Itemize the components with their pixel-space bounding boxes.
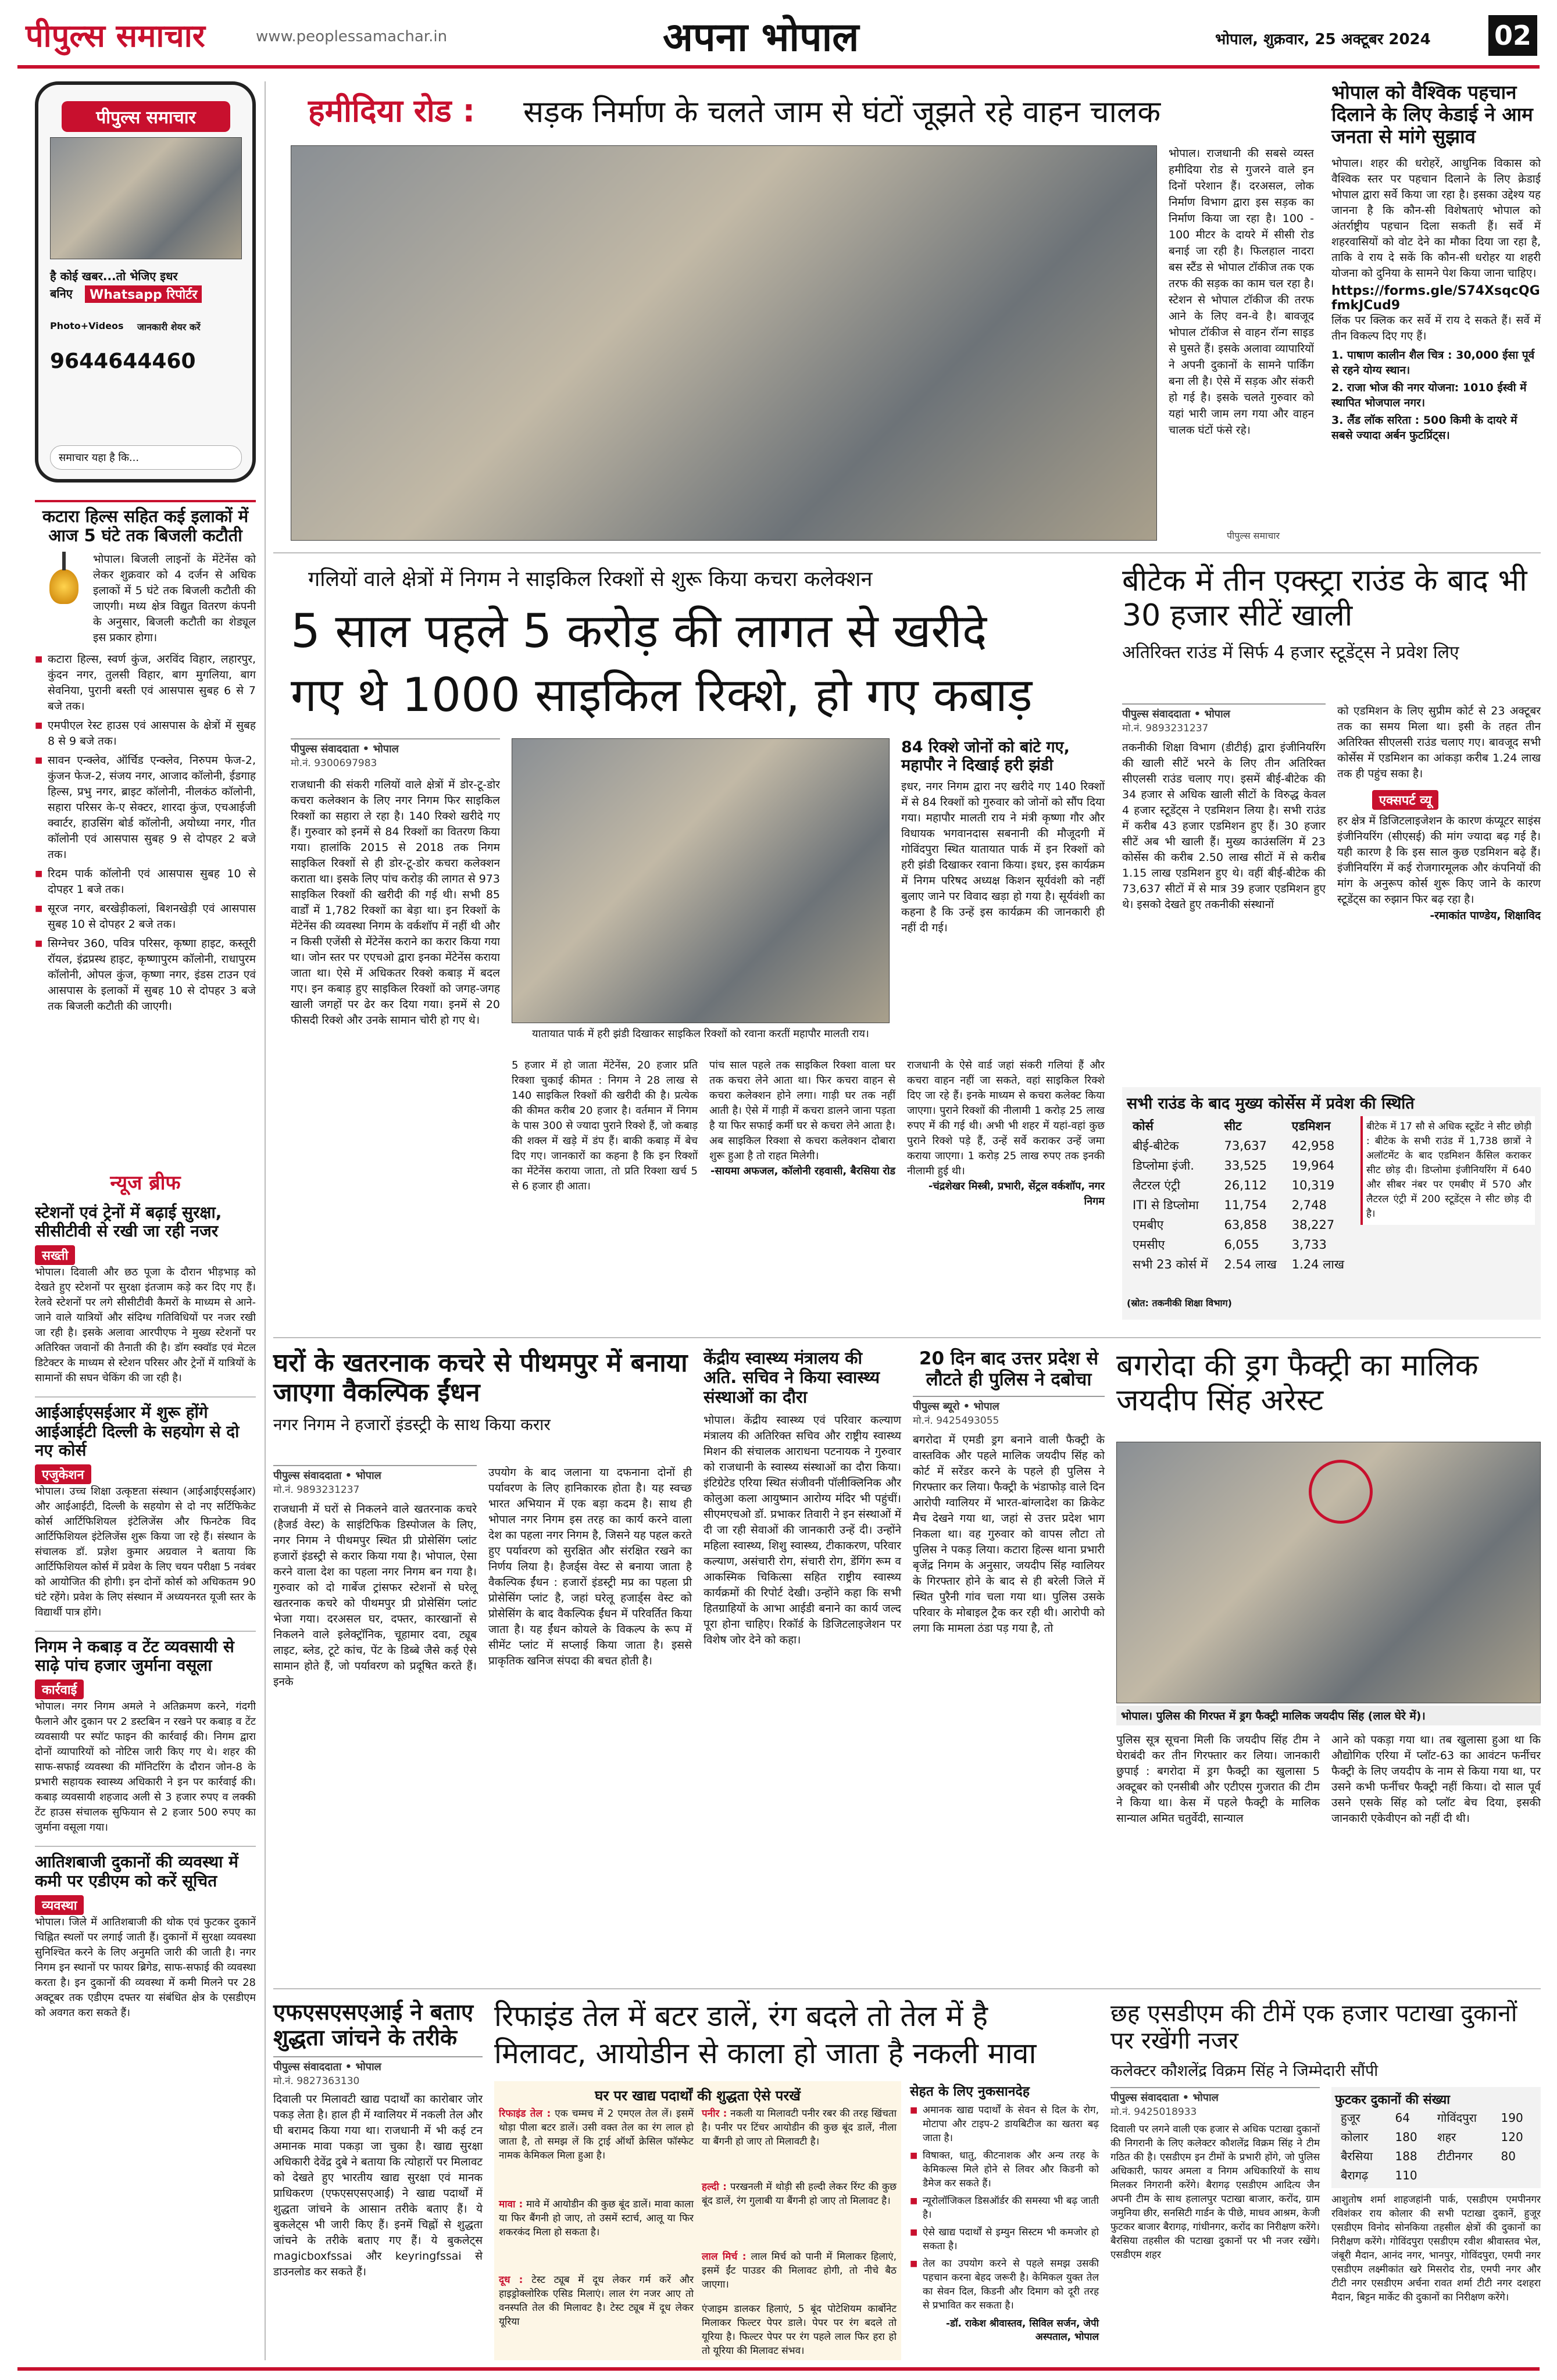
test-milk-urea: एंजाइम डालकर हिलाएं, 5 बूंद पोटेशियम कार्बोनेट मिलाकर फिल्टर पेपर डाले। पेपर पर रंग बदले तो यूरिया है। फिल्टर पेपर पर रंग पहले लाल फिर हरा हो तो यूरिया की मिलावट संभव। bbox=[702, 2303, 897, 2357]
credai-survey-story bbox=[1331, 81, 1541, 546]
firecracker-story bbox=[1110, 2000, 1541, 2360]
rickshaw-title-1: 5 साल पहले 5 करोड़ की लागत से खरीदे bbox=[291, 604, 987, 658]
ad-phone-number[interactable]: 9644644460 bbox=[50, 349, 196, 373]
list-item: ■ सिग्नेचर 360, पवित्र परिसर, कृष्णा हाइट, कस्तूरी रॉयल, इंद्रप्रस्थ हाइट, कृष्णापुरम कॉलोनी, राधापुरम कॉलोनी, ओपल कुंज, कृष्णा नगर, इंडस टाउन एवं आसपास के इलाकों में सुबह 10 से दोपहर 3 बजे तक बिजली कटौती की जाएगी। bbox=[35, 936, 256, 1014]
rickshaw-byline: पीपुल्स संवाददाता • भोपाल bbox=[291, 738, 500, 756]
credai-option-2: 2. राजा भोज की नगर योजना: 1010 ईस्वी में स्थापित भोजपाल नगर। bbox=[1331, 381, 1527, 409]
brief-3-body: भोपाल। नगर निगम अमले ने अतिक्रमण करने, गंदगी फैलाने और दुकान पर 2 डस्टबिन न रखने पर कबाड़ व टेंट व्यवसायी पर स्पॉट फाइन की कार्रवाई की। निगम द्वारा दोनों व्यापारियों को नोटिस जारी किए गए थे। शहर की साफ-सफाई व्यवस्था की मॉनिटरिंग के दौरान जोन-8 के प्रभारी सहायक स्वास्थ्य अधिकारी ने इन पर कार्रवाई की। कबाड़ व्यवसायी शहजाद अली से 3 हजार रुपए व लक्की टेंट हाउस संचालक सुफियान से 2 हजार 500 रुपए का जुर्माना वसूला गया। bbox=[35, 1700, 256, 1834]
table-header: एडमिशन bbox=[1291, 1119, 1331, 1133]
fssai-byline: पीपुल्स संवाददाता • भोपाल bbox=[273, 2056, 483, 2074]
expert-view-label: एक्सपर्ट व्यू bbox=[1372, 790, 1438, 810]
table-header: कोर्स bbox=[1133, 1119, 1154, 1133]
site-url[interactable]: www.peoplessamachar.in bbox=[256, 28, 448, 45]
table-header: सीट bbox=[1224, 1119, 1242, 1133]
firecracker-byline: पीपुल्स संवाददाता • भोपाल bbox=[1110, 2087, 1320, 2104]
rickshaw-maintenance: 5 हजार में हो जाता मेंटेनेंस, 20 हजार प्रति रिक्शा चुकाई कीमत : निगम ने 28 लाख से 140 साइकिल रिक्शों की खरीदी की है। प्रत्येक की कीमत करीब 20 हजार है। वर्तमान में निगम के पास 300 से ज्यादा पुराने रिक्शे हैं, जो कबाड़ की शक्ल में खड़े में डंप हैं। बाकी कबाड़ में बेच दिए गए। जानकारों का कहना है कि इन रिक्शों का मेंटेनेंस कराया जाता, तो प्रति रिक्शा खर्च 5 से 6 हजार ही आता। bbox=[512, 1059, 698, 1192]
credai-title: भोपाल को वैश्विक पहचान दिलाने के लिए केडाई ने आम जनता से मांगे सुझाव bbox=[1331, 81, 1533, 148]
list-item: ■ तेल का उपयोग करने से पहले समझ उसकी पहचान करना बेहद जरूरी है। केमिकल युक्त तेल का सेवन दिल, किडनी और दिमाग को दूरी तरह से प्रभावित कर सकता है। bbox=[910, 2257, 1099, 2313]
ad-photo-label: Photo+Videos bbox=[50, 320, 124, 331]
lead-kicker: हमीदिया रोड : bbox=[308, 92, 476, 129]
health-harm-title: सेहत के लिए नुकसानदेह bbox=[910, 2084, 1030, 2099]
divider bbox=[265, 81, 266, 2360]
whatsapp-reporter-ad[interactable] bbox=[35, 81, 256, 483]
pithampur-body-1: राजधानी में घरों से निकलने वाले खतरनाक कचरे (हैजर्ड वेस्ट) के साइंटिफिक डिस्पोजल के लिए, नगर निगम ने पीथमपुर स्थित प्री प्रोसेसिंग प्लांट हजारों इंडस्ट्री से करार किया गया है। भोपाल, ऐसा करने वाला देश का पहला नगर निगम बन गया है। गुरुवार को दो गार्बेज ट्रांसफर स्टेशनों से घरेलू खतरनाक कचरे को पीथमपुर प्री प्रोसेसिंग प्लांट भेजा गया। दरअसल घर, दफ्तर, कारखानों से निकलने वाले इलेक्ट्रॉनिक, चूहामार दवा, ट्यूब लाइट, ब्लेड, टूटे कांच, पेंट के डिब्बे जैसे कई ऐसे सामान होते हैं, जो पर्यावरण को प्रदूषित करते हैं। इनके bbox=[273, 1503, 477, 1688]
ad-footer: समाचार यहा है कि... bbox=[50, 445, 242, 470]
brief-1-title: स्टेशनों एवं ट्रेनों में बढ़ाई सुरक्षा, सीसीटीवी से रखी जा रही नजर bbox=[35, 1203, 222, 1241]
credai-link-tail: लिंक पर क्लिक कर सर्वे में राय दे सकते हैं। सर्वे में तीन विकल्प दिए गए हैं। bbox=[1331, 313, 1541, 342]
arrest-photo bbox=[1116, 1442, 1541, 1703]
test-label: हल्दी : bbox=[702, 2181, 727, 2193]
fssai-title: एफएसएसएआई ने बताए शुद्धता जांचने के तरीके bbox=[273, 1999, 473, 2050]
table-row: डिप्लोमा इंजी. 33,525 19,964 bbox=[1133, 1159, 1335, 1173]
btech-story bbox=[1122, 564, 1541, 1331]
test-paneer: पनीर : नकली या मिलावटी पनीर रबर की तरह खिंचता है। पनीर पर टिंचर आयोडीन की कुछ बूंद डालें, नीला या बैंगनी हो जाए तो मिलावटी है। bbox=[702, 2108, 897, 2147]
brief-4-tag: व्यवस्था bbox=[35, 1895, 84, 1915]
masthead-rule bbox=[17, 65, 1540, 69]
btech-title: बीटेक में तीन एक्स्ट्रा राउंड के बाद भी 30 हजार सीटें खाली bbox=[1122, 563, 1527, 633]
brief-2-title: आईआईएसईआर में शुरू होंगे आईआईटी दिल्ली के सहयोग से दो नए कोर्स bbox=[35, 1396, 256, 1460]
admission-table-box bbox=[1122, 1087, 1541, 1320]
red-circle-marker bbox=[1309, 1460, 1373, 1524]
brief-1-body: भोपाल। दिवाली और छठ पूजा के दौरान भीड़भाड़ को देखते हुए स्टेशनों पर सुरक्षा इंतजाम कड़े कर दिए गए हैं। रेलवे स्टेशनों पर लगे सीसीटीवी कैमरों के माध्यम से आने-जाने वाले यात्रियों और संदिग्ध गतिविधियों पर नजर रखी जा रही है। इसके अलावा आरपीएफ ने मुख्य स्टेशनों पर अतिरिक्त जवानों की तैनाती की है। डॉग स्क्वॉड एवं मेटल डिटेक्टर के माध्यम से स्टेशन परिसर और ट्रेनों में यात्रियों के सामानों की सघन चेकिंग की जा रही है। bbox=[35, 1266, 256, 1385]
list-item: ■ न्यूरोलॉजिकल डिसऑर्डर की समस्या भी बढ़ जाती है। bbox=[910, 2194, 1099, 2222]
rickshaw-story bbox=[273, 564, 1110, 1331]
test-label: लाल मिर्च : bbox=[702, 2251, 747, 2263]
bulb-icon bbox=[35, 552, 93, 627]
power-cut-title: कटारा हिल्स सहित कई इलाकों में आज 5 घंटे तक बिजली कटौती bbox=[35, 500, 256, 546]
test-milk: दूध : टेस्ट ट्यूब में दूध लेकर गर्म करें और हाइड्रोक्लोरिक एसिड मिलाएं। लाल रंग नजर आए तो वनस्पति तेल की मिलावट है। टेस्ट ट्यूब में दूध लेकर यूरिया bbox=[499, 2274, 694, 2328]
drug-side-title: 20 दिन बाद उत्तर प्रदेश से लौटते ही पुलिस ने दबोचा bbox=[919, 1348, 1099, 1390]
brief-4-body: भोपाल। जिले में आतिशबाजी की थोक एवं फुटकर दुकानें चिह्नित स्थलों पर लगाई जाती हैं। दुकानों में सुरक्षा व्यवस्था सुनिश्चित करने के लिए अनुमति जारी की जाती है। नगर निगम इन स्थानों पर फायर ब्रिगेड, साफ-सफाई की व्यवस्था करता है। इन दुकानों की व्यवस्था में कमी मिलने पर 28 अक्टूबर तक एडीएम दफ्तर या संबंधित क्षेत्र के एसडीएम को अवगत करा सकते हैं। bbox=[35, 1916, 256, 2019]
rickshaw-mobile: मो.नं. 9300697983 bbox=[291, 757, 377, 769]
news-brief-label: न्यूज ब्रीफ bbox=[110, 1171, 181, 1195]
quote-author: -चंद्रशेखर मिस्त्री, प्रभारी, सेंट्रल वर्कशॉप, नगर निगम bbox=[928, 1180, 1105, 1207]
ad-info-label: जानकारी शेयर करें bbox=[137, 321, 201, 333]
pithampur-mobile: मो.नं. 9893231237 bbox=[273, 1484, 360, 1496]
list-item: ■ सूरज नगर, बरखेड़ीकलां, बिशनखेड़ी एवं आसपास सुबह 10 से दोपहर 2 बजे तक। bbox=[35, 901, 256, 932]
news-brief-column bbox=[35, 1168, 256, 2354]
lead-story bbox=[273, 81, 1314, 546]
list-item: ■ ऐसे खाद्य पदार्थों से इम्युन सिस्टम भी कमजोर हो सकता है। bbox=[910, 2225, 1099, 2253]
pithampur-body-2: उपयोग के बाद जलाना या दफनाना दोनों ही पर्यावरण के लिए हानिकारक होता है। यह स्वच्छ भारत अभियान में एक बड़ा कदम है। साथ ही भोपाल नगर निगम इस तरह का कार्य करने वाला देश का पहला नगर निगम है, जिसने यह पहल करते हुए पर्यावरण को सुरक्षित और संरक्षित रखने का निर्णय लिया है। हैजर्ड्स वेस्ट से बनाया जाता है वैकल्पिक ईंधन : हजारों इंडस्ट्री मप्र का पहला प्री प्रोसेसिंग प्लांट है, जहां घरेलू हजार्ड्स वेस्ट को प्रोसेसिंग के बाद वैकल्पिक ईंधन में परिवर्तित किया जाता है। यह ईंधन कोयले के विकल्प के रूप में सीमेंट प्लांट में सप्लाई किया जाता है। इससे प्राकृतिक खनिज संपदा की बचत होती है। bbox=[488, 1466, 692, 1667]
lead-body: भोपाल। राजधानी की सबसे व्यस्त हमीदिया रोड से गुजरने वाले इन दिनों परेशान हैं। दरअसल, लोक निर्माण विभाग द्वारा इस सड़क का निर्माण किया जा रहा है। 100 - 100 मीटर के दायरे में सीसी रोड बनाई जा रही है। फिलहाल नादरा बस स्टैंड से भोपाल टॉकीज तक एक तरफ की सड़क का काम चल रहा है। स्टेशन से भोपाल टॉकीज की तरफ आने के लिए वन-वे है। बावजूद भोपाल टॉकीज से वाहन रॉन्ग साइड से घुसते हैं। इसके अलावा व्यापारियों ने अपनी दुकानों के सामने पार्किंग बना ली है। ऐसे में सड़क और संकरी हो गई है। इसके चलते गुरुवार को यहां भारी जाम लग गया और वाहन चालक घंटों फंसे रहे। bbox=[1169, 147, 1314, 437]
brief-3-tag: कार्रवाई bbox=[35, 1679, 84, 1699]
expert-author: -रमाकांत पाण्डेय, शिक्षाविद bbox=[1430, 909, 1541, 922]
table-row: बैरागढ़ 110 bbox=[1341, 2168, 1417, 2182]
footer-rule bbox=[17, 2367, 1540, 2371]
rickshaw-title-2: गए थे 1000 साइकिल रिक्शे, हो गए कबाड़ bbox=[291, 668, 1033, 722]
quote-text: राजधानी के ऐसे वार्ड जहां संकरी गलियां हैं और कचरा वाहन नहीं जा सकते, वहां साइकिल रिक्शे दिए जा रहे हैं। इनके माध्यम से कचरा कलेक्ट किया जाएगा। पुराने रिक्शों की नीलामी 1 करोड़ 25 लाख रुपए में की गई थी। अभी भी शहर में यहां-वहां कुछ पुराने रिक्शे पड़े हैं, उन्हें सर्वे कराकर उन्हें जमा कराया जाएगा। 1 करोड़ 25 लाख रुपए तक इनकी नीलामी हुई थी। bbox=[907, 1059, 1105, 1177]
health-harm-list bbox=[910, 2103, 1099, 2313]
test-mawa: मावा : मावे में आयोडीन की कुछ बूंद डालें। मावा काला या फिर बैंगनी हो जाए, तो उसमें स्टार्च, आलू या फिर शकरकंद मिला हो सकता है। bbox=[499, 2199, 694, 2238]
drug-byline: पीपुल्स ब्यूरो • भोपाल bbox=[913, 1396, 1105, 1413]
adulteration-title-2: मिलावट, आयोडीन से काला हो जाता है नकली मावा bbox=[494, 2036, 1037, 2070]
credai-option-1: 1. पाषाण कालीन शैल चित्र : 30,000 ईसा पूर्व से रहने योग्य स्थान। bbox=[1331, 348, 1535, 377]
firecracker-subtitle: कलेक्टर कौशलेंद्र विक्रम सिंह ने जिम्मेदारी सौंपी bbox=[1110, 2062, 1379, 2081]
credai-survey-link[interactable]: https://forms.gle/S74XsqcQGfmkJCud9 bbox=[1331, 283, 1540, 313]
rickshaw-side-title: 84 रिक्शे जोनों को बांटे गए, महापौर ने दिखाई हरी झंडी bbox=[901, 738, 1070, 775]
firecracker-title: छह एसडीएम की टीमें एक हजार पटाखा दुकानों पर रखेंगी नजर bbox=[1110, 1999, 1517, 2055]
drug-body-2: पुलिस सूत्र सूचना मिली कि जयदीप सिंह टीम ने घेराबंदी कर तीन गिरफ्तार कर लिया। जानकारी छुपाई : बगरोदा में ड्रग फैक्ट्री का खुलासा 5 अक्टूबर को एनसीबी और एटीएस गुजरात की टीम ने किया था। केस में पहले फैक्ट्री के मालिक सान्याल अमित चतुर्वेदी, सान्याल bbox=[1116, 1734, 1320, 1825]
masthead bbox=[0, 0, 1557, 70]
pithampur-byline: पीपुल्स संवाददाता • भोपाल bbox=[273, 1465, 477, 1482]
power-cut-list bbox=[35, 652, 256, 1014]
drug-body-3: आने को पकड़ा गया था। तब खुलासा हुआ था कि औद्योगिक एरिया में प्लॉट-63 का आवंटन फर्नीचर फैक्ट्री के लिए जयदीप के नाम से किया गया था, पर उसने कभी फर्नीचर फैक्ट्री नहीं किया। दो साल पूर्व उसने एसके सिंह को प्लॉट बेच दिया, इसकी जानकारी एकेवीएन को नहीं दी थी। bbox=[1331, 1734, 1541, 1825]
masthead-logo[interactable]: पीपुल्स समाचार bbox=[26, 17, 205, 54]
purity-tests-title: घर पर खाद्य पदार्थों की शुद्धता ऐसे परखें bbox=[595, 2088, 801, 2104]
btech-mobile: मो.नं. 9893231237 bbox=[1122, 723, 1209, 734]
btech-byline: पीपुल्स संवाददाता • भोपाल bbox=[1122, 703, 1326, 721]
ad-photo bbox=[50, 137, 242, 259]
adulteration-story bbox=[494, 2000, 1099, 2360]
divider bbox=[273, 1337, 1541, 1338]
rickshaw-kicker: गलियों वाले क्षेत्रों में निगम ने साइकिल रिक्शों से शुरू किया कचरा कलेक्शन bbox=[308, 567, 873, 591]
btech-subtitle: अतिरिक्त राउंड में सिर्फ 4 हजार स्टूडेंट्स ने प्रवेश लिए bbox=[1122, 642, 1459, 663]
expert-view-text: हर क्षेत्र में डिजिटलाइजेशन के कारण कंप्यूटर साइंस इंजीनियरिंग (सीएसई) की मांग ज्यादा बढ़ गई है। यही कारण है कि इस साल कुछ एडमिशन बढ़े हैं। इंजीनियरिंग में कई रोजगारमूलक और कंपनियों की मांग के अनुरूप कोर्स शुरू किए जाने के कारण स्टूडेंट्स का रुझान फिर बढ़ रहा है। bbox=[1337, 814, 1541, 906]
test-label: पनीर : bbox=[702, 2108, 727, 2120]
fssai-mobile: मो.नं. 9827363130 bbox=[273, 2075, 360, 2088]
shop-count-table bbox=[1335, 2108, 1537, 2185]
admission-table bbox=[1127, 1116, 1354, 1274]
fssai-body: दिवाली पर मिलावटी खाद्य पदार्थों का कारोबार जोर पकड़ लेता है। हाल ही में ग्वालियर में नकली तेल और घी बरामद किया गया था। राजधानी में भी कई टन अमानक मावा पकड़ा जा चुका है। खाद्य सुरक्षा अधिकारी देवेंद्र दुबे ने बताया कि त्योहारों पर मिलावट को देखते हुए भारतीय खाद्य सुरक्षा एवं मानक प्राधिकरण (एफएसएसएआई) ने खाद्य पदार्थों में शुद्धता जांचने के आसान तरीके बताए हैं। ये बुकलेट्स भी जारी किए हैं। इनमें चिह्नों से शुद्धता जांचने के तरीके बताए गए हैं। ये बुकलेट्स magicboxfssai और keyringfssai से डाउनलोड कर सकते हैं। bbox=[273, 2093, 483, 2279]
adulteration-title-1: रिफाइंड तेल में बटर डालें, रंग बदले तो तेल में है bbox=[494, 1999, 988, 2033]
firecracker-body-2: आशुतोष शर्मा शाहजहांनी पार्क, एसडीएम एमपीनगर रविशंकर राय कोलार की सभी पटाखा दुकानें, हुजूर एसडीएम विनोद सोनकिया तहसील क्षेत्रों की दुकानों का निरीक्षण करेंगे। गोविंदपुरा एसडीएम रवीश श्रीवास्तव भेल, जंबूरी मैदान, आनंद नगर, भानपुर, गोविंदपुरा, एमपी नगर एसडीएम लक्ष्मीकांत खरे मिसरोद रोड, एमपी नगर और टीटी नगर एसडीएम अर्चना रावत शर्मा टीटी नगर दशहरा मैदान, बिट्टन मार्केट की दुकानों का निरीक्षण करेंगे। bbox=[1331, 2194, 1541, 2303]
dateline: भोपाल, शुक्रवार, 25 अक्टूबर 2024 bbox=[1215, 31, 1431, 48]
arrest-caption: भोपाल। पुलिस की गिरफ्त में ड्रग फैक्ट्री मालिक जयदीप सिंह (लाल घेरे में)। bbox=[1116, 1706, 1541, 1725]
rickshaw-side-body: इधर, नगर निगम द्वारा नए खरीदे गए 140 रिक्शों में से 84 रिक्शों को गुरुवार को जोनों को सौंप दिया गया। महापौर मालती राय ने मंत्री कृष्णा गौर और विधायक भगवानदास सबनानी की मौजूदगी में गोविंदपुरा स्थित यातायात पार्क में इन रिक्शों को हरी झंडी दिखाकर रवाना किया। इधर, इस कार्यक्रम में निगम परिषद अध्यक्ष किशन सूर्यवंशी को नहीं बुलाए जाने पर विवाद खड़ा हो गया है। सूर्यवंशी का कहना है कि उन्हें इस कार्यक्रम की जानकारी ही नहीं दी गई। bbox=[901, 780, 1105, 935]
table-source: (स्रोत: तकनीकी शिक्षा विभाग) bbox=[1127, 1298, 1232, 1309]
list-item: ■ अमानक खाद्य पदार्थों के सेवन से दिल के रोग, मोटापा और टाइप-2 डायबिटीज का खतरा बढ़ जाता है। bbox=[910, 2103, 1099, 2145]
pithampur-title: घरों के खतरनाक कचरे से पीथमपुर में बनाया जाएगा वैकल्पिक ईंधन bbox=[273, 1348, 688, 1407]
admission-table-title: सभी राउंड के बाद मुख्य कोर्सेस में प्रवेश की स्थिति bbox=[1127, 1095, 1415, 1113]
lead-credit: पीपुल्स समाचार bbox=[1227, 530, 1280, 541]
table-row: कोलार 180 शहर 120 bbox=[1341, 2129, 1523, 2144]
health-story bbox=[703, 1349, 901, 1982]
pithampur-subtitle: नगर निगम ने हजारों इंडस्ट्री के साथ किया करार bbox=[273, 1415, 551, 1435]
list-item: ■ कटारा हिल्स, स्वर्ण कुंज, अरविंद विहार, लहारपुर, कुंदन नगर, तुलसी विहार, बाग मुगलिया, बाग सेवनिया, पुरानी बस्ती एवं आसपास सुबह 6 से 7 बजे तक। bbox=[35, 652, 256, 714]
section-title: अपना भोपाल bbox=[663, 15, 859, 60]
table-row: बैरसिया 188 टीटीनगर 80 bbox=[1341, 2149, 1516, 2163]
shop-count-box bbox=[1331, 2087, 1541, 2188]
ad-line3: Whatsapp रिपोर्टर bbox=[85, 285, 202, 303]
test-label: रिफाइंड तेल : bbox=[499, 2108, 551, 2120]
power-cut-story bbox=[35, 500, 256, 1139]
divider bbox=[273, 552, 1541, 553]
rickshaw-caption: यातायात पार्क में हरी झंडी दिखाकर साइकिल रिक्शों को रवाना करतीं महापौर मालती राय। bbox=[532, 1028, 869, 1040]
table-row: हुजूर 64 गोविंदपुरा 190 bbox=[1341, 2110, 1523, 2125]
pithampur-story bbox=[273, 1349, 692, 1982]
firecracker-mobile: मो.नं. 9425018933 bbox=[1110, 2106, 1197, 2118]
list-item: ■ सावन एन्क्लेव, ऑर्चिड एन्क्लेव, निरुपम फेज-2, कुंजन फेज-2, संजय नगर, आजाद कॉलोनी, ईडगाह हिल्स, प्रभु नगर, ब्राइट कॉलोनी, नीलकंठ कॉलोनी, सहारा परिसर के-ए सेक्टर, शारदा कुंज, एचआईजी क्वार्टर, हाउसिंग बोर्ड कॉलोनी, अयोध्या नगर, गीत कॉलोनी एवं आसपास सुबह 9 से दोपहर 2 बजे तक। bbox=[35, 753, 256, 863]
brief-3-title: निगम ने कबाड़ व टेंट व्यवसायी से साढ़े पांच हजार जुर्माना वसूला bbox=[35, 1631, 256, 1675]
health-body: भोपाल। केंद्रीय स्वास्थ्य एवं परिवार कल्याण मंत्रालय की अतिरिक्त सचिव और राष्ट्रीय स्वास्थ्य मिशन की संचालक आराधना पटनायक ने गुरुवार को राजधानी के स्वास्थ्य संस्थाओं का दौरा किया। इंटिग्रेटेड एरिया स्थित संजीवनी पॉलीक्लिनिक और कोलुआ कला आयुष्मान आरोग्य मंदिर भी पहुंचीं। सीएमएचओ डॉ. प्रभाकर तिवारी ने इन संस्थाओं में दी जा रही सेवाओं की जानकारी उन्हें दी। उन्होंने महिला स्वास्थ्य, शिशु स्वास्थ्य, टीकाकरण, परिवार कल्याण, असंचारी रोग, संचारी रोग, डेंगिंग रूम व आकस्मिक चिकित्सा सहित राष्ट्रीय स्वास्थ्य कार्यक्रमों की रिपोर्ट देखी। उन्होंने कहा कि सभी हितग्राहियों के आभा आईडी बनाने का कार्य जल्द पूरा होना चाहिए। रिकॉर्ड के डिजिटलाइजेशन पर विशेष जोर देने को कहा। bbox=[703, 1414, 901, 1647]
brief-1-tag: सख्ती bbox=[35, 1245, 75, 1265]
table-row: लैटरल एंट्री 26,112 10,319 bbox=[1133, 1178, 1335, 1192]
brief-2-tag: एजुकेशन bbox=[35, 1464, 91, 1484]
table-row: बीई-बीटेक 73,637 42,958 bbox=[1133, 1139, 1335, 1153]
brief-4-title: आतिशबाजी दुकानों की व्यवस्था में कमी पर एडीएम को करें सूचित bbox=[35, 1846, 256, 1890]
quote-text: पांच साल पहले तक साइकिल रिक्शा वाला घर तक कचरा लेने आता था। फिर कचरा वाहन से कचरा कलेक्शन होने लगा। गाड़ी घर तक नहीं आती है। ऐसे में गाड़ी में कचरा डालने जाना पड़ता है या फिर सफाई कर्मी घर से कचरा लेने आता है। अब साइकिल रिक्शा से कचरा कलेक्शन दोबारा शुरू हुआ है तो राहत मिलेगी। bbox=[709, 1059, 895, 1162]
btech-body-1: तकनीकी शिक्षा विभाग (डीटीई) द्वारा इंजीनियरिंग की खाली सीटें भरने के लिए तीन अतिरिक्त सीएलसी राउंड चलाए गए। इसमें बीई-बीटेक की 34 हजार से अधिक खाली सीटों के विरुद्ध केवल 4 हजार स्टूडेंट्स ने एडमिशन लिया है। सभी राउंड में करीब 43 हजार एडमिशन हुए हैं। 30 हजार सीटें अब भी खाली हैं। मुख्य काउंसलिंग में 23 कोर्सेस की करीब 2.50 लाख सीटों में से करीब 1.15 लाख एडमिशन हुए थे। वहीं बीई-बीटेक की 73,637 सीटों में से मात्र 39 हजार एडमिशन हुए थे। इसको देखते हुए तकनीकी संस्थानों bbox=[1122, 741, 1326, 911]
ad-line2: बनिए bbox=[50, 287, 73, 301]
btech-body-2: को एडमिशन के लिए सुप्रीम कोर्ट से 23 अक्टूबर तक का समय मिला था। इसी के तहत तीन अतिरिक्त सीएलसी राउंड चलाए गए। बावजूद सभी कोर्सेस में एडमिशन का आंकड़ा करीब 1.24 लाख तक ही पहुंच सका है। bbox=[1337, 705, 1541, 780]
ad-line1: है कोई खबर...तो भेजिए इधर bbox=[50, 269, 178, 283]
rickshaw-quote-official bbox=[907, 1058, 1105, 1209]
rickshaw-quote-resident bbox=[709, 1058, 895, 1179]
table-row: एमसीए 6,055 3,733 bbox=[1133, 1238, 1327, 1252]
lead-traffic-photo bbox=[291, 145, 1157, 541]
power-cut-intro: भोपाल। बिजली लाइनों के मेंटेनेंस को लेकर शुक्रवार को 4 दर्जन से अधिक इलाकों में 5 घंटे तक बिजली कटौती की जाएगी। मध्य क्षेत्र विद्युत वितरण कंपनी के अनुसार, बिजली कटौती का शेड्यूल इस प्रकार होगा। bbox=[93, 552, 256, 644]
test-chilli: लाल मिर्च : लाल मिर्च को पानी में मिलाकर हिलाएं, इसमें ईंट पाउडर की मिलावट होगी, तो नीचे बैठ जाएगा। bbox=[702, 2251, 897, 2290]
list-item: ■ विषाक्त, धातु, कीटनाशक और अन्य तरह के केमिकल्स मिले होने से लिवर और किडनी को डैमेज कर सकते हैं। bbox=[910, 2149, 1099, 2190]
drug-title: बगरोदा की ड्रग फैक्ट्री का मालिक जयदीप सिंह अरेस्ट bbox=[1116, 1348, 1479, 1418]
rickshaw-photo bbox=[512, 738, 890, 1023]
credai-body: भोपाल। शहर की धरोहरें, आधुनिक विकास को वैश्विक स्तर पर पहचान दिलाने के लिए क्रेडाई भोपाल द्वारा सर्वे किया जा रहा है। इसका उद्देश्य यह जानना है कि कौन-सी विशेषताएं भोपाल को अंतर्राष्ट्रीय पहचान दिला सकती हैं। सर्वे में शहरवासियों को वोट देने का मौका दिया जा रहा है, ताकि वे राय दे सकें कि कौन-सी धरोहर या शहरी योजना को दुनिया के सामने पेश किया जाना चाहिए। bbox=[1331, 156, 1541, 280]
drug-factory-story bbox=[913, 1349, 1541, 1982]
brief-2-body: भोपाल। उच्च शिक्षा उत्कृष्टता संस्थान (आईआईएसईआर) और आईआईटी, दिल्ली के सहयोग से दो नए सर्टिफिकेट कोर्स आर्टिफिशियल इंटेलिजेंस और फिनटेक विद आर्टिफिशियल इंटेलिजेंस शुरू किया जा रहे हैं। संस्थान के संचालक डॉ. प्रज्ञेश कुमार अग्रवाल ने बताया कि आर्टिफिशियल कोर्स में प्रवेश के लिए चयन परीक्षा 5 नवंबर को आयोजित की होगी। इन दोनों कोर्स को अधिकतम 90 घंटे रहेंगे। प्रवेश के लिए संस्थान में अध्ययनरत यूजी स्तर के विद्यार्थी पात्र होंगे। bbox=[35, 1485, 256, 1618]
divider bbox=[273, 1988, 1541, 1989]
table-row: ITI से डिप्लोमा 11,754 2,748 bbox=[1133, 1198, 1327, 1212]
shop-count-title: फुटकर दुकानों की संख्या bbox=[1335, 2093, 1450, 2107]
test-turmeric: हल्दी : परखनली में थोड़ी सी हल्दी लेकर रिंग्ट की कुछ बूंद डालें, रंग गुलाबी या बैंगनी हो जाए तो मिलावट है। bbox=[702, 2181, 897, 2207]
harm-author: -डॉ. राकेश श्रीवास्तव, सिविल सर्जन, जेपी अस्पताल, भोपाल bbox=[945, 2318, 1099, 2343]
rickshaw-body: राजधानी की संकरी गलियों वाले क्षेत्रों में डोर-टू-डोर कचरा कलेक्शन के लिए नगर निगम फिर साइकिल रिक्शों का सहारा ले रहा है। 140 रिक्शे खरीदे गए हैं। गुरुवार को इनमें से 84 रिक्शों का वितरण किया गया। हालांकि 2015 से 2018 तक निगम साइकिल रिक्शों से ही डोर-टू-डोर कचरा कलेक्शन कराता था। इसके लिए पांच करोड़ की लागत से 973 साइकिल रिक्शों की खरीदी की गई थी। सभी 85 वार्डों में 1,782 रिक्शों का बेड़ा था। इन रिक्शों के मेंटेनेंस की व्यवस्था निगम के वर्कशॉप में नहीं थी और न किसी एजेंसी से मेंटेनेंस कराने का करार किया गया था। जोन स्तर पर एएचओ द्वारा इनका मेंटेनेंस कराया जाता था। ऐसे में अधिकतर रिक्शे कबाड़ में बदल गए। इन कबाड़ हुए साइकिल रिक्शों को जगह-जगह खाली जगहों पर ढेर कर दिया गया। इनमें से 20 फीसदी रिक्शे और उनके सामान चोरी हो गए थे। bbox=[291, 778, 500, 1027]
health-title: केंद्रीय स्वास्थ्य मंत्रालय की अति. सचिव ने किया स्वास्थ्य संस्थाओं का दौरा bbox=[703, 1348, 880, 1407]
table-row: एमबीए 63,858 38,227 bbox=[1133, 1218, 1335, 1232]
drug-body-1: बगरोदा में एमडी ड्रग बनाने वाली फैक्ट्री के वास्तविक और पहले मालिक जयदीप सिंह को कोर्ट में सरेंडर करने के पहले ही पुलिस ने गिरफ्तार कर लिया। फैक्ट्री के भंडाफोड़ वाले दिन आरोपी ग्वालियर में भारत-बांग्लादेश का क्रिकेट मैच देखने गया था, जहां से उत्तर प्रदेश भाग निकला था। वह गुरुवार को वापस लौटा तो पुलिस ने पकड़ लिया। कटारा हिल्स थाना प्रभारी बृजेंद्र निगम के अनुसार, जयदीप सिंह ग्वालियर के गिरफ्तार होने के बाद से ही बरेली जिले में स्थित पुरैनी गांव चला गया था। पुलिस उसके परिवार के मोबाइल ट्रैक कर रही थी। आरोपी को लगा कि मामला ठंडा पड़ गया है, तो bbox=[913, 1434, 1105, 1635]
purity-tests-box bbox=[494, 2081, 901, 2360]
drug-mobile: मो.नं. 9425493055 bbox=[913, 1415, 999, 1427]
fssai-story bbox=[273, 2000, 483, 2360]
list-item: ■ एमपीएल रेस्ट हाउस एवं आसपास के क्षेत्रों में सुबह 8 से 9 बजे तक। bbox=[35, 718, 256, 749]
quote-author: -सायमा अफजल, कॉलोनी रहवासी, बैरसिया रोड bbox=[710, 1165, 895, 1177]
table-row: सभी 23 कोर्स में 2.54 लाख 1.24 लाख bbox=[1133, 1257, 1345, 1271]
lead-title: सड़क निर्माण के चलते जाम से घंटों जूझते रहे वाहन चालक bbox=[523, 95, 1161, 130]
test-label: दूध : bbox=[499, 2274, 523, 2286]
credai-option-3: 3. लैंड लॉक सरिता : 500 किमी के दायरे में सबसे ज्यादा अर्बन फुटप्रिंट्स। bbox=[1331, 413, 1517, 442]
firecracker-body-1: दिवाली पर लगने वाली एक हजार से अधिक पटाखा दुकानों की निगरानी के लिए कलेक्टर कौशलेंद्र विक्रम सिंह ने टीम गठित की है। एसडीएम इन टीमों के प्रभारी होंगे, जो पुलिस अधिकारी, फायर अमला व निगम अधिकारियों के साथ मिलकर निगरानी करेंगे। बैरागढ़ एसडीएम आदित्य जैन अपनी टीम के साथ हलालपुर पटाखा बाजार, करोंद, ग्राम जमुनिया छीर, सनसिटी गार्डन के पीछे, माधव आश्रम, केजी फुटकर बाजार बैरागढ़, गांधीनगर, करोंद का निरीक्षण करेंगे। बैरसिया तहसील की पटाखा दुकानों पर भी नजर रखेंगे। एसडीएम शहर bbox=[1110, 2124, 1320, 2261]
test-label: मावा : bbox=[499, 2199, 523, 2210]
btech-seat-drop-box: बीटेक में 17 सौ से अधिक स्टूडेंट ने सीट छोड़ी : बीटेक के सभी राउंड में 1,738 छात्रों ने अलॉटमेंट के बाद एडमिशन कैंसिल कराकर सीट छोड़ दी। डिप्लोमा इंजीनियरिंग में 640 और सीबर नंबर पर एमबीए में 570 और लैटरल एंट्री में 200 स्टूडेंट्स ने सीट छोड़ दी है। bbox=[1360, 1116, 1535, 1225]
ad-brand: पीपुल्स समाचार bbox=[62, 101, 230, 132]
test-oil: रिफाइंड तेल : एक चम्मच में 2 एमएल तेल लें। इसमें थोड़ा पीला बटर डालें। उसी वक्त तेल का रंग लाल हो जाता है, तो समझ लें कि ट्राई ऑर्थो क्रेसिल फॉस्फेट नामक केमिकल मिला हुआ है। bbox=[499, 2108, 694, 2161]
list-item: ■ रिदम पार्क कॉलोनी एवं आसपास सुबह 10 से दोपहर 1 बजे तक। bbox=[35, 866, 256, 898]
page-number: 02 bbox=[1488, 15, 1537, 56]
